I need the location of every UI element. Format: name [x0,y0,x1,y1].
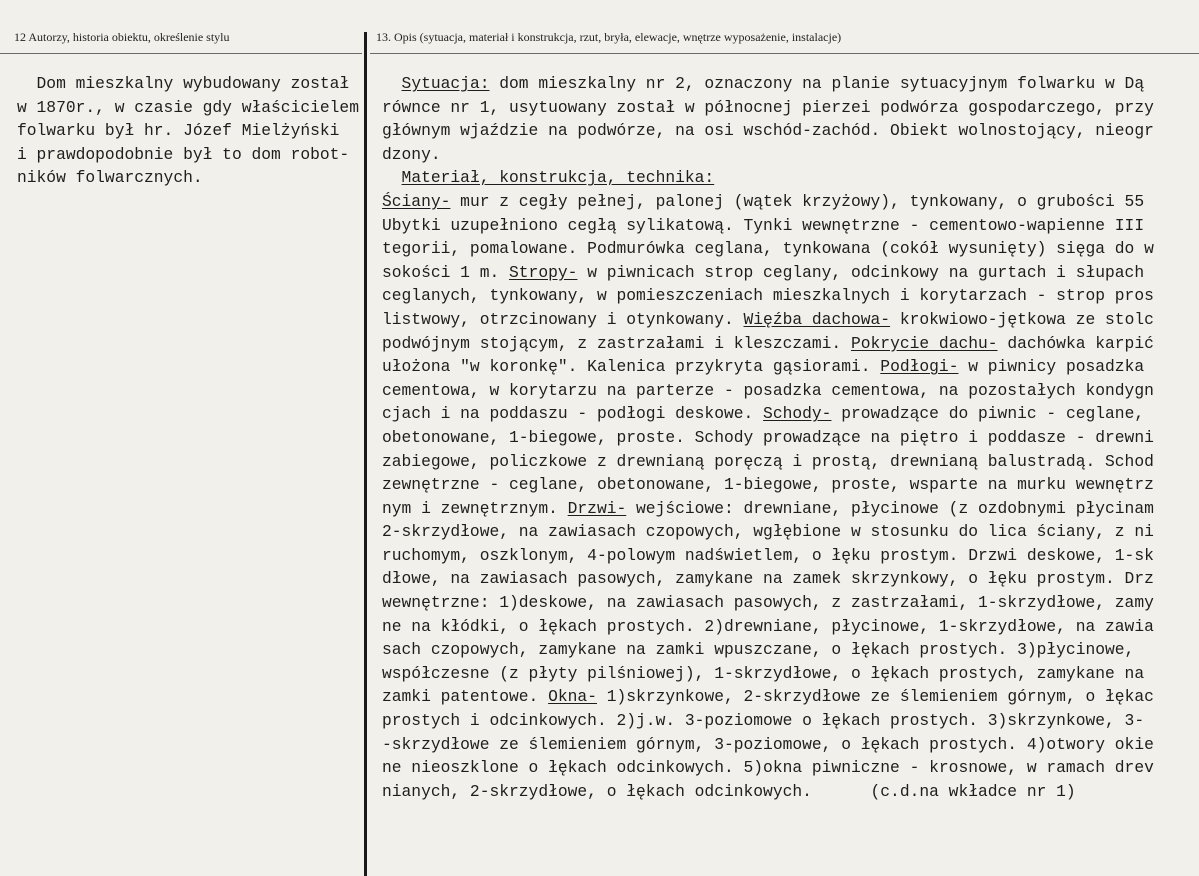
text-line [382,662,1199,686]
text-segment: mur z cegły pełnej, palonej (wątek krzyżowy), tynkowany, o grubości 55 [450,191,1145,211]
text-line [382,379,1199,403]
text-segment: obetonowane, 1-biegowe, proste. Schody prowadzące na piętro i poddasze - drewni [382,427,1154,447]
underlined-heading: Drzwi- [567,498,627,518]
text-line [382,237,1199,261]
text-segment: prostych i odcinkowych. 2)j.w. 3-poziomowe o łękach prostych. 3)skrzynkowe, 3- [382,711,1145,731]
text-line [382,638,1199,662]
text-segment: 1)skrzynkowe, 2-skrzydłowe ze ślemieniem górnym, o łękac [596,687,1154,707]
text-line: w 1870r., w czasie gdy właścicielem [17,97,359,117]
text-segment: dom mieszkalny nr 2, oznaczony na planie sytuacyjnym folwarku w Dą [489,74,1145,93]
text-segment: -skrzydłowe ze ślemieniem górnym, 3-poziomowe, o łękach prostych. 4)otwory okie [382,734,1154,754]
text-segment: nianych, 2-skrzydłowe, o łękach odcinkowych. (c.d.na wkładce nr 1) [382,781,1076,801]
text-segment: nym i zewnętrznym. [382,498,568,518]
header-divider-right [370,53,1199,54]
text-line [382,473,1199,497]
underlined-heading: Podłogi- [880,357,959,377]
text-line [382,733,1199,757]
text-segment: Ubytki uzupełniono cegłą sylikatową. Tynki wewnętrzne - cementowo-wapienne III [382,215,1145,235]
text-segment: prowadzące do piwnic - ceglane, [831,404,1145,424]
underlined-heading: Ściany- [382,191,451,211]
text-line [382,450,1199,474]
text-line [382,615,1199,639]
text-segment: sokości 1 m. [382,262,510,282]
text-line [382,261,1199,285]
text-line [382,96,1199,120]
text-line [382,567,1199,591]
text-line [382,591,1199,615]
text-segment: zewnętrzne - ceglane, obetonowane, 1-biegowe, proste, wsparte na murku wewnętrz [382,475,1154,495]
text-segment: ceglanych, tynkowany, w pomieszczeniach mieszkalnych i korytarzach - strop pros [382,286,1154,306]
underlined-heading: Materiał, konstrukcja, technika: [401,168,715,188]
text-segment [382,74,402,93]
text-segment: dzony. [382,144,441,164]
text-line [382,308,1199,332]
text-line [382,190,1199,214]
text-line [382,355,1199,379]
text-line [382,497,1199,521]
text-line [382,72,1199,96]
text-line [382,709,1199,733]
text-line [382,780,1199,804]
text-line: Dom mieszkalny wybudowany został [17,74,350,93]
header-divider-left [0,53,362,54]
text-segment: krokwiowo-jętkowa ze stolc [890,309,1154,329]
text-segment [382,168,402,187]
text-segment: współczesne (z płyty pilśniowej), 1-skrzydłowe, o łękach prostych, zamykane na [382,663,1145,683]
underlined-heading: Pokrycie dachu- [850,333,998,353]
text-line: folwarku był hr. Józef Mielżyński [17,121,340,140]
text-segment: zamki patentowe. [382,687,549,707]
section-12-header: 12 Autorzy, historia obiektu, określenie stylu [14,30,230,44]
underlined-heading: Stropy- [509,262,578,282]
text-line [382,402,1199,426]
text-segment: głównym wjaździe na podwórze, na osi wschód-zachód. Obiekt wolnostojący, nieogr [382,121,1154,141]
underlined-heading: Okna- [548,687,597,707]
underlined-heading: Schody- [763,404,832,424]
text-segment: równce nr 1, usytuowany został w północnej pierzei podwórza gospodarczego, przy [382,97,1154,117]
text-segment: ne na kłódki, o łękach prostych. 2)drewniane, płycinowe, 1-skrzydłowe, na zawia [382,616,1154,636]
text-line [382,685,1199,709]
text-segment: wewnętrzne: 1)deskowe, na zawiasach pasowych, z zastrzałami, 1-skrzydłowe, zamy [382,593,1154,613]
section-13-header: 13. Opis (sytuacja, materiał i konstrukcja, rzut, bryła, elewacje, wnętrze wyposażenie, instalacje) [376,30,842,44]
text-line [382,544,1199,568]
text-segment: 2-skrzydłowe, na zawiasach czopowych, wgłębione w stosunku do lica ściany, z ni [382,522,1154,542]
text-segment: podwójnym stojącym, z zastrzałami i kleszczami. [382,333,851,353]
text-segment: zabiegowe, policzkowe z drewnianą poręczą i prostą, drewnianą balustradą. Schod [382,451,1154,471]
text-line [382,166,1199,190]
underlined-heading: Sytuacja: [401,74,490,93]
text-segment: dachówka karpić [997,333,1154,353]
text-line [382,214,1199,238]
text-line: ników folwarcznych. [17,168,203,187]
column-divider [364,32,367,876]
text-segment: cjach i na poddaszu - podłogi deskowe. [382,404,764,424]
text-segment: listwowy, otrzcinowany i otynkowany. [382,309,744,329]
underlined-heading: Więźba dachowa- [743,309,891,329]
text-line [382,426,1199,450]
text-segment: dłowe, na zawiasach pasowych, zamykane na zamek skrzynkowy, o łęku prostym. Drz [382,569,1154,589]
text-line [382,119,1199,143]
text-line [382,520,1199,544]
description-text [382,72,1199,803]
text-line: i prawdopodobnie był to dom robot- [17,144,350,164]
text-line [382,143,1199,167]
text-segment: cementowa, w korytarzu na parterze - posadzka cementowa, na pozostałych kondygn [382,380,1154,400]
text-line [382,284,1199,308]
text-line [382,756,1199,780]
text-segment: ułożona "w koronkę". Kalenica przykryta gąsiorami. [382,357,881,377]
text-segment: tegorii, pomalowane. Podmurówka ceglana, tynkowana (cokół wysunięty) sięga do w [382,239,1154,259]
text-segment: w piwnicy posadzka [958,357,1145,377]
text-segment: ruchomym, oszklonym, 4-polowym nadświetlem, o łęku prostym. Drzwi deskowe, 1-sk [382,545,1154,565]
text-line [382,332,1199,356]
text-segment: wejściowe: drewniane, płycinowe (z ozdobnymi płycinam [626,498,1154,518]
text-segment: w piwnicach strop ceglany, odcinkowy na gurtach i słupach [577,262,1145,282]
text-segment: ne nieoszklone o łękach odcinkowych. 5)okna piwniczne - krosnowe, w ramach drev [382,758,1154,778]
authors-history-text [17,72,361,190]
text-segment: sach czopowych, zamykane na zamki wpuszczane, o łękach prostych. 3)płycinowe, [382,640,1135,660]
